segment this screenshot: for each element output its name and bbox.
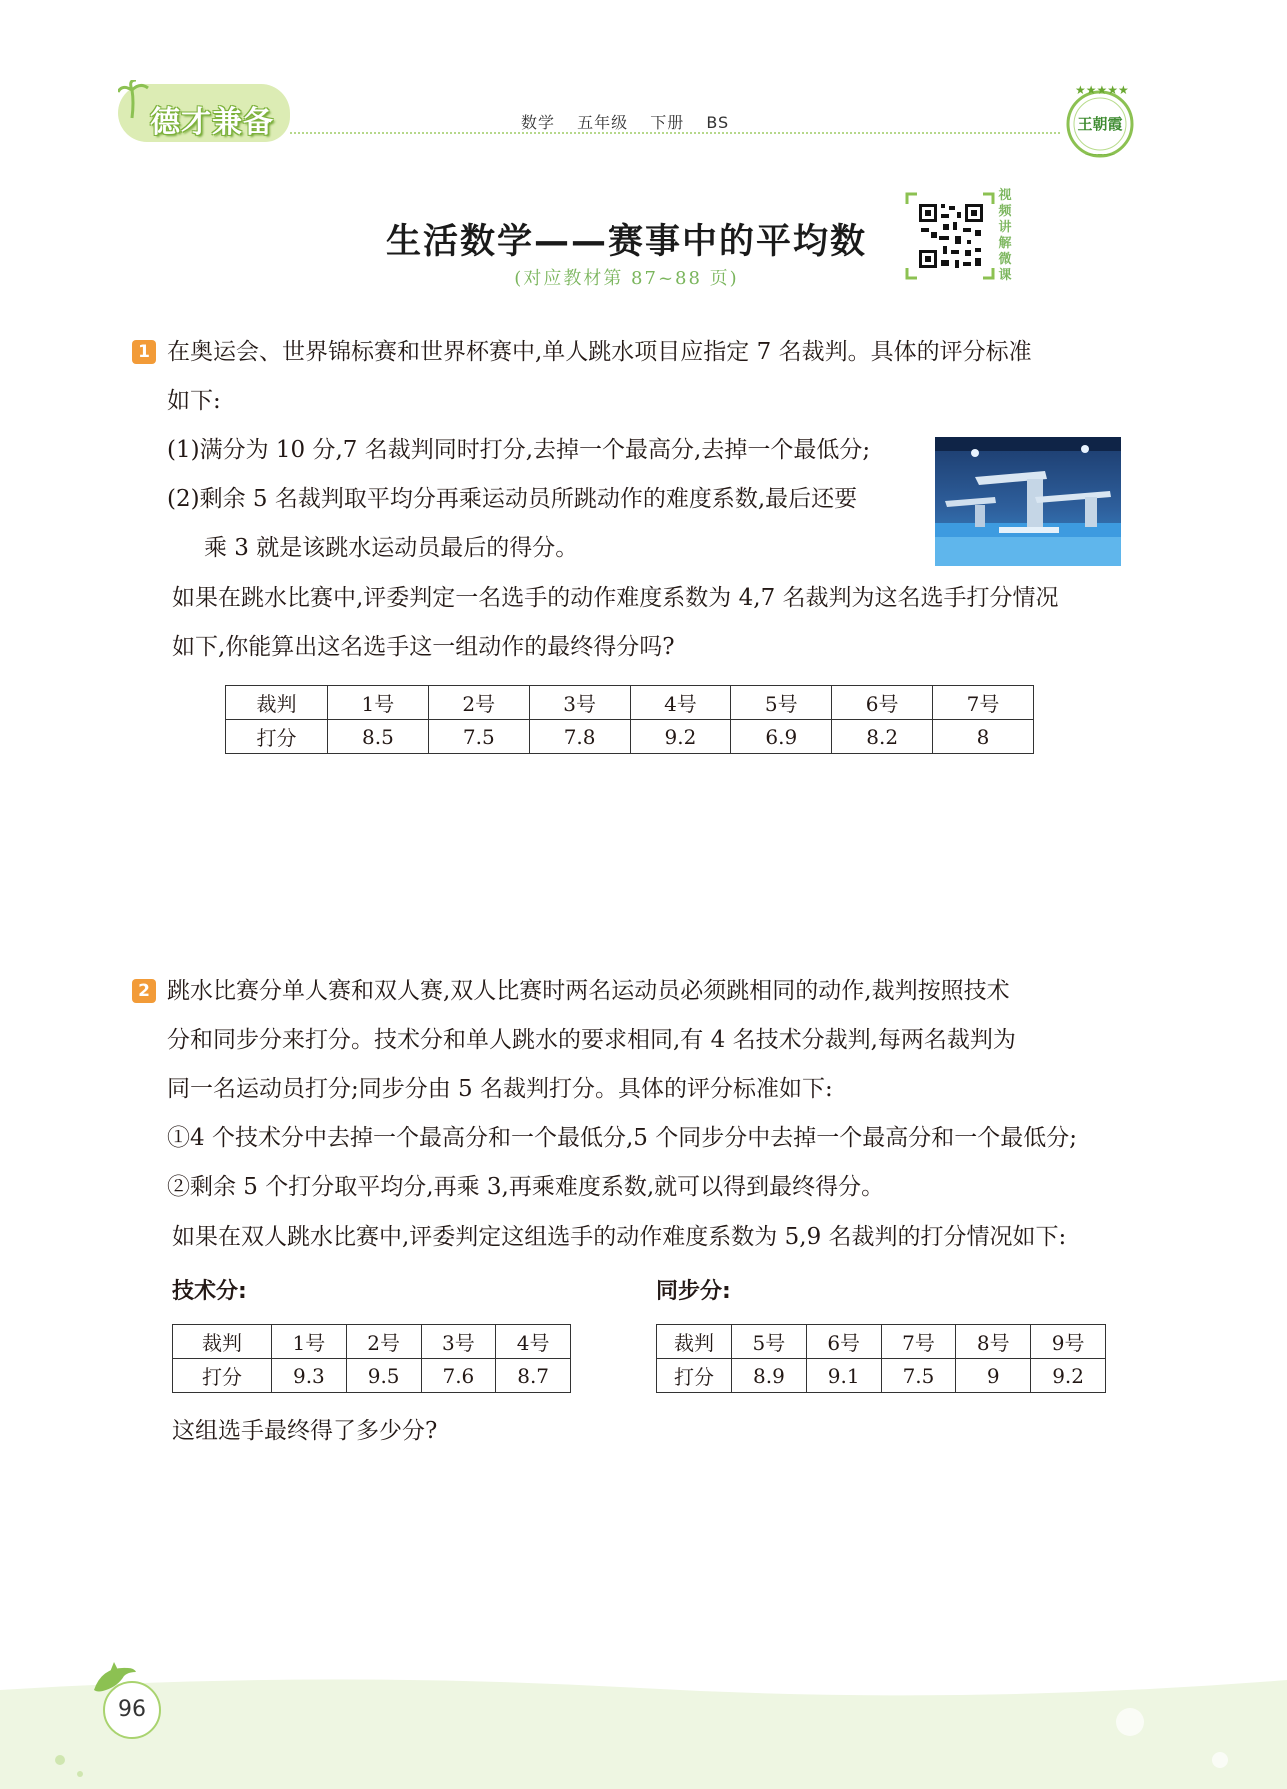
- q2-text-line: 跳水比赛分单人赛和双人赛,双人比赛时两名运动员必须跳相同的动作,裁判按照技术: [167, 978, 1010, 1004]
- q1-text-line: 如下:: [167, 388, 221, 414]
- q2-rule-1: ①4 个技术分中去掉一个最高分和一个最低分,5 个同步分中去掉一个最高分和一个最低分;: [167, 1125, 1077, 1151]
- judge-cell: 7号: [881, 1325, 956, 1359]
- page-subtitle: [0, 264, 1287, 290]
- score-cell: 8.7: [496, 1359, 571, 1393]
- q1-rule-2-cont: 乘 3 就是该跳水运动员最后的得分。: [204, 535, 579, 561]
- edition: BS: [706, 113, 730, 132]
- score-cell: 9.5: [346, 1359, 421, 1393]
- judge-cell: 9号: [1031, 1325, 1106, 1359]
- judge-cell: 5号: [732, 1325, 807, 1359]
- qr-side-char: 课: [998, 268, 1012, 283]
- score-cell: 9.1: [806, 1359, 881, 1393]
- judge-cell: 4号: [496, 1325, 571, 1359]
- tech-score-table: [172, 1324, 571, 1393]
- row-header: 打分: [173, 1359, 272, 1393]
- sync-score-table: [656, 1324, 1106, 1393]
- q1-text-line: 在奥运会、世界锦标赛和世界杯赛中,单人跳水项目应指定 7 名裁判。具体的评分标准: [167, 339, 1032, 365]
- qr-code-icon[interactable]: [905, 192, 995, 280]
- svg-text:—————: —————: [1085, 151, 1115, 158]
- score-cell: 8.9: [732, 1359, 807, 1393]
- diving-platform-photo: [935, 437, 1121, 566]
- q2-text-line: 同一名运动员打分;同步分由 5 名裁判打分。具体的评分标准如下:: [167, 1076, 833, 1102]
- tech-score-label: 技术分:: [172, 1279, 247, 1304]
- footer-decoration: [0, 1670, 1287, 1789]
- q1-rule-2: (2)剩余 5 名裁判取平均分再乘运动员所跳动作的难度系数,最后还要: [167, 486, 858, 512]
- volume: 下册: [650, 113, 685, 132]
- question-number-badge: 2: [132, 979, 156, 1003]
- score-cell: 8: [933, 720, 1034, 754]
- score-cell: 6.9: [731, 720, 832, 754]
- row-header: 裁判: [226, 686, 328, 720]
- q2-final-question: 这组选手最终得了多少分?: [172, 1418, 438, 1444]
- table-row: [226, 720, 1034, 754]
- video-lesson-label: [996, 188, 1014, 284]
- judge-cell: 3号: [529, 686, 630, 720]
- page-title-text: 生活数学——赛事中的平均数: [385, 222, 867, 262]
- qr-side-char: 频: [998, 204, 1012, 219]
- judge-cell: 2号: [346, 1325, 421, 1359]
- row-header: 打分: [657, 1359, 732, 1393]
- table-row: [173, 1325, 571, 1359]
- judge-cell: 4号: [630, 686, 731, 720]
- qr-side-char: 微: [998, 252, 1012, 267]
- q1-text-line: 如果在跳水比赛中,评委判定一名选手的动作难度系数为 4,7 名裁判为这名选手打分情况: [172, 585, 1059, 611]
- score-cell: 8.2: [832, 720, 933, 754]
- seal-name: 王朝霞: [1077, 115, 1123, 133]
- q2-rule-2: ②剩余 5 个打分取平均分,再乘 3,再乘难度系数,就可以得到最终得分。: [167, 1174, 885, 1200]
- sync-score-label: 同步分:: [656, 1279, 731, 1304]
- q1-score-table: [225, 685, 1034, 754]
- row-header: 裁判: [173, 1325, 272, 1359]
- question-number-badge: 1: [132, 340, 156, 364]
- row-header: 打分: [226, 720, 328, 754]
- brand-title: 德才兼备: [150, 105, 274, 140]
- page-number: 96: [103, 1681, 161, 1739]
- page-subtitle-text: (对应教材第 87~88 页): [514, 268, 739, 289]
- page-title: [0, 214, 1287, 264]
- table-row: [657, 1359, 1106, 1393]
- author-seal: [1063, 80, 1137, 164]
- judge-cell: 8号: [956, 1325, 1031, 1359]
- judge-cell: 5号: [731, 686, 832, 720]
- q2-text-line: 分和同步分来打分。技术分和单人跳水的要求相同,有 4 名技术分裁判,每两名裁判为: [167, 1027, 1016, 1053]
- judge-cell: 3号: [421, 1325, 496, 1359]
- score-cell: 9.3: [272, 1359, 347, 1393]
- table-row: [226, 686, 1034, 720]
- q1-rule-1: (1)满分为 10 分,7 名裁判同时打分,去掉一个最高分,去掉一个最低分;: [167, 437, 871, 463]
- score-cell: 9.2: [630, 720, 731, 754]
- score-cell: 7.6: [421, 1359, 496, 1393]
- judge-cell: 1号: [328, 686, 429, 720]
- q1-text-line: 如下,你能算出这名选手这一组动作的最终得分吗?: [172, 634, 675, 660]
- table-row: [173, 1359, 571, 1393]
- score-cell: 7.5: [428, 720, 529, 754]
- judge-cell: 1号: [272, 1325, 347, 1359]
- judge-cell: 6号: [806, 1325, 881, 1359]
- score-cell: 8.5: [328, 720, 429, 754]
- score-cell: 7.8: [529, 720, 630, 754]
- book-info: [521, 110, 745, 133]
- grade: 五年级: [577, 113, 629, 132]
- table-row: [657, 1325, 1106, 1359]
- judge-cell: 2号: [428, 686, 529, 720]
- judge-cell: 7号: [933, 686, 1034, 720]
- qr-side-char: 视: [998, 188, 1012, 203]
- q2-text-line: 如果在双人跳水比赛中,评委判定这组选手的动作难度系数为 5,9 名裁判的打分情况如下:: [172, 1224, 1067, 1250]
- row-header: 裁判: [657, 1325, 732, 1359]
- subject: 数学: [521, 113, 556, 132]
- score-cell: 9: [956, 1359, 1031, 1393]
- svg-text:★★★★★: ★★★★★: [1075, 83, 1129, 97]
- qr-side-char: 解: [998, 236, 1012, 251]
- score-cell: 7.5: [881, 1359, 956, 1393]
- judge-cell: 6号: [832, 686, 933, 720]
- qr-side-char: 讲: [998, 220, 1012, 235]
- score-cell: 9.2: [1031, 1359, 1106, 1393]
